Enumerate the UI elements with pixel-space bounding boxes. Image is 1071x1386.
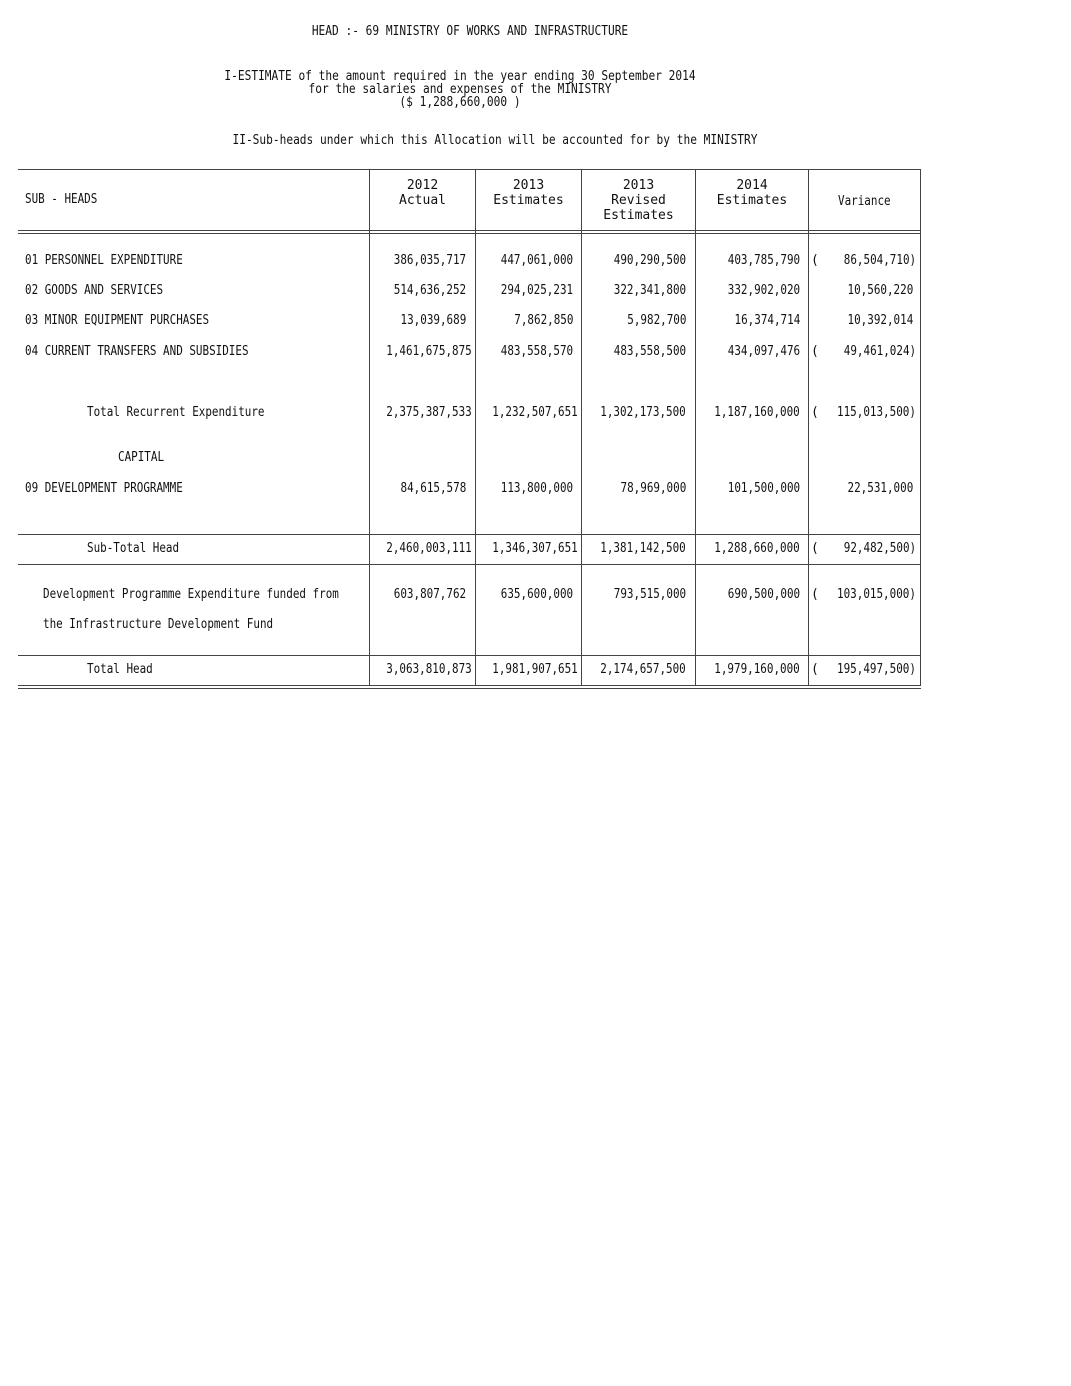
- total-head-2014-estimates: 1,979,160,000: [714, 662, 800, 677]
- development-2014-estimates: 101,500,000: [727, 481, 800, 496]
- infra-fund-label-line-2: the Infrastructure Development Fund: [43, 617, 274, 632]
- row-variance: 49,461,024): [843, 344, 916, 359]
- col-divider-3: [581, 169, 582, 686]
- row-2013-estimates: 294,025,231: [500, 283, 573, 298]
- total-head-variance: 195,497,500): [837, 662, 916, 677]
- col-divider-1: [369, 169, 370, 686]
- infra-fund-label-line-1: Development Programme Expenditure funded from: [43, 587, 339, 602]
- variance-open-paren: (: [811, 344, 819, 359]
- subtotal-variance: 92,482,500): [843, 541, 916, 556]
- header-2013-revised-estimates: 2013 Revised Estimates: [603, 178, 674, 223]
- estimate-amount: ($ 1,288,660,000 ): [399, 95, 521, 110]
- row-2012-actual: 1,461,675,875: [386, 344, 472, 359]
- infra-fund-2012-actual: 603,807,762: [393, 587, 466, 602]
- total-recurrent-2014-estimates: 1,187,160,000: [714, 405, 800, 420]
- row-2013-revised: 322,341,800: [613, 283, 686, 298]
- subheads-note: II-Sub-heads under which this Allocation will be accounted for by the MINISTRY: [232, 133, 758, 148]
- total-head-2013-revised: 2,174,657,500: [600, 662, 686, 677]
- variance-open-paren: (: [811, 662, 819, 677]
- header-subheads: SUB - HEADS: [25, 192, 98, 207]
- total-head-label: Total Head: [87, 662, 153, 677]
- total-head-2013-estimates: 1,981,907,651: [492, 662, 578, 677]
- row-2012-actual: 13,039,689: [400, 313, 466, 328]
- infra-fund-variance: 103,015,000): [837, 587, 916, 602]
- row-label: 02 GOODS AND SERVICES: [25, 283, 164, 298]
- development-label: 09 DEVELOPMENT PROGRAMME: [25, 481, 183, 496]
- total-recurrent-variance: 115,013,500): [837, 405, 916, 420]
- subtotal-2014-estimates: 1,288,660,000: [714, 541, 800, 556]
- infra-fund-2013-estimates: 635,600,000: [500, 587, 573, 602]
- table-top-rule: [18, 169, 921, 170]
- subtotal-top-rule: [18, 534, 921, 535]
- table-right-edge: [920, 169, 921, 686]
- row-2013-estimates: 7,862,850: [513, 313, 573, 328]
- col-divider-5: [808, 169, 809, 686]
- estimate-line-1: I-ESTIMATE of the amount required in the year ending 30 September 2014: [224, 69, 696, 84]
- estimate-line-2: for the salaries and expenses of the MINISTRY: [308, 82, 612, 97]
- subtotal-label: Sub-Total Head: [87, 541, 180, 556]
- row-variance: 10,392,014: [847, 313, 913, 328]
- variance-open-paren: (: [811, 253, 819, 268]
- row-2012-actual: 514,636,252: [393, 283, 466, 298]
- table-bottom-rule-2: [18, 688, 921, 689]
- header-2014-estimates: 2014 Estimates: [716, 178, 788, 208]
- header-variance: Variance: [838, 194, 891, 209]
- header-2013-estimates: 2013 Estimates: [493, 178, 564, 208]
- row-label: 04 CURRENT TRANSFERS AND SUBSIDIES: [25, 344, 249, 359]
- subtotal-2012-actual: 2,460,003,111: [386, 541, 472, 556]
- total-head-top-rule: [18, 655, 921, 656]
- row-2014-estimates: 403,785,790: [727, 253, 800, 268]
- variance-open-paren: (: [811, 587, 819, 602]
- header-bottom-rule-2: [18, 233, 921, 234]
- col-divider-4: [695, 169, 696, 686]
- infra-fund-2014-estimates: 690,500,000: [727, 587, 800, 602]
- row-label: 03 MINOR EQUIPMENT PURCHASES: [25, 313, 210, 328]
- row-2014-estimates: 434,097,476: [727, 344, 800, 359]
- development-2013-estimates: 113,800,000: [500, 481, 573, 496]
- row-2013-revised: 483,558,500: [613, 344, 686, 359]
- total-recurrent-2013-revised: 1,302,173,500: [600, 405, 686, 420]
- subtotal-2013-estimates: 1,346,307,651: [492, 541, 578, 556]
- row-2014-estimates: 332,902,020: [727, 283, 800, 298]
- row-2013-revised: 5,982,700: [626, 313, 686, 328]
- col-divider-2: [475, 169, 476, 686]
- row-2012-actual: 386,035,717: [393, 253, 466, 268]
- total-head-2012-actual: 3,063,810,873: [386, 662, 472, 677]
- row-2013-estimates: 483,558,570: [500, 344, 573, 359]
- estimate-statement: [64, 70, 855, 109]
- row-variance: 86,504,710): [843, 253, 916, 268]
- header-bottom-rule: [18, 230, 921, 231]
- development-variance: 22,531,000: [847, 481, 913, 496]
- row-2014-estimates: 16,374,714: [734, 313, 800, 328]
- variance-open-paren: (: [811, 405, 819, 420]
- document-title: HEAD :- 69 MINISTRY OF WORKS AND INFRASTRUCTURE: [311, 24, 629, 39]
- subtotal-bottom-rule: [18, 564, 921, 565]
- capital-section-label: CAPITAL: [118, 450, 165, 465]
- header-2012-actual: 2012 Actual: [399, 178, 446, 208]
- total-recurrent-label: Total Recurrent Expenditure: [87, 405, 265, 420]
- row-variance: 10,560,220: [847, 283, 913, 298]
- development-2012-actual: 84,615,578: [400, 481, 466, 496]
- row-2013-estimates: 447,061,000: [500, 253, 573, 268]
- row-2013-revised: 490,290,500: [613, 253, 686, 268]
- table-bottom-rule: [18, 685, 921, 686]
- infra-fund-2013-revised: 793,515,000: [613, 587, 686, 602]
- total-recurrent-2012-actual: 2,375,387,533: [386, 405, 472, 420]
- variance-open-paren: (: [811, 541, 819, 556]
- total-recurrent-2013-estimates: 1,232,507,651: [492, 405, 578, 420]
- row-label: 01 PERSONNEL EXPENDITURE: [25, 253, 183, 268]
- subtotal-2013-revised: 1,381,142,500: [600, 541, 686, 556]
- development-2013-revised: 78,969,000: [620, 481, 686, 496]
